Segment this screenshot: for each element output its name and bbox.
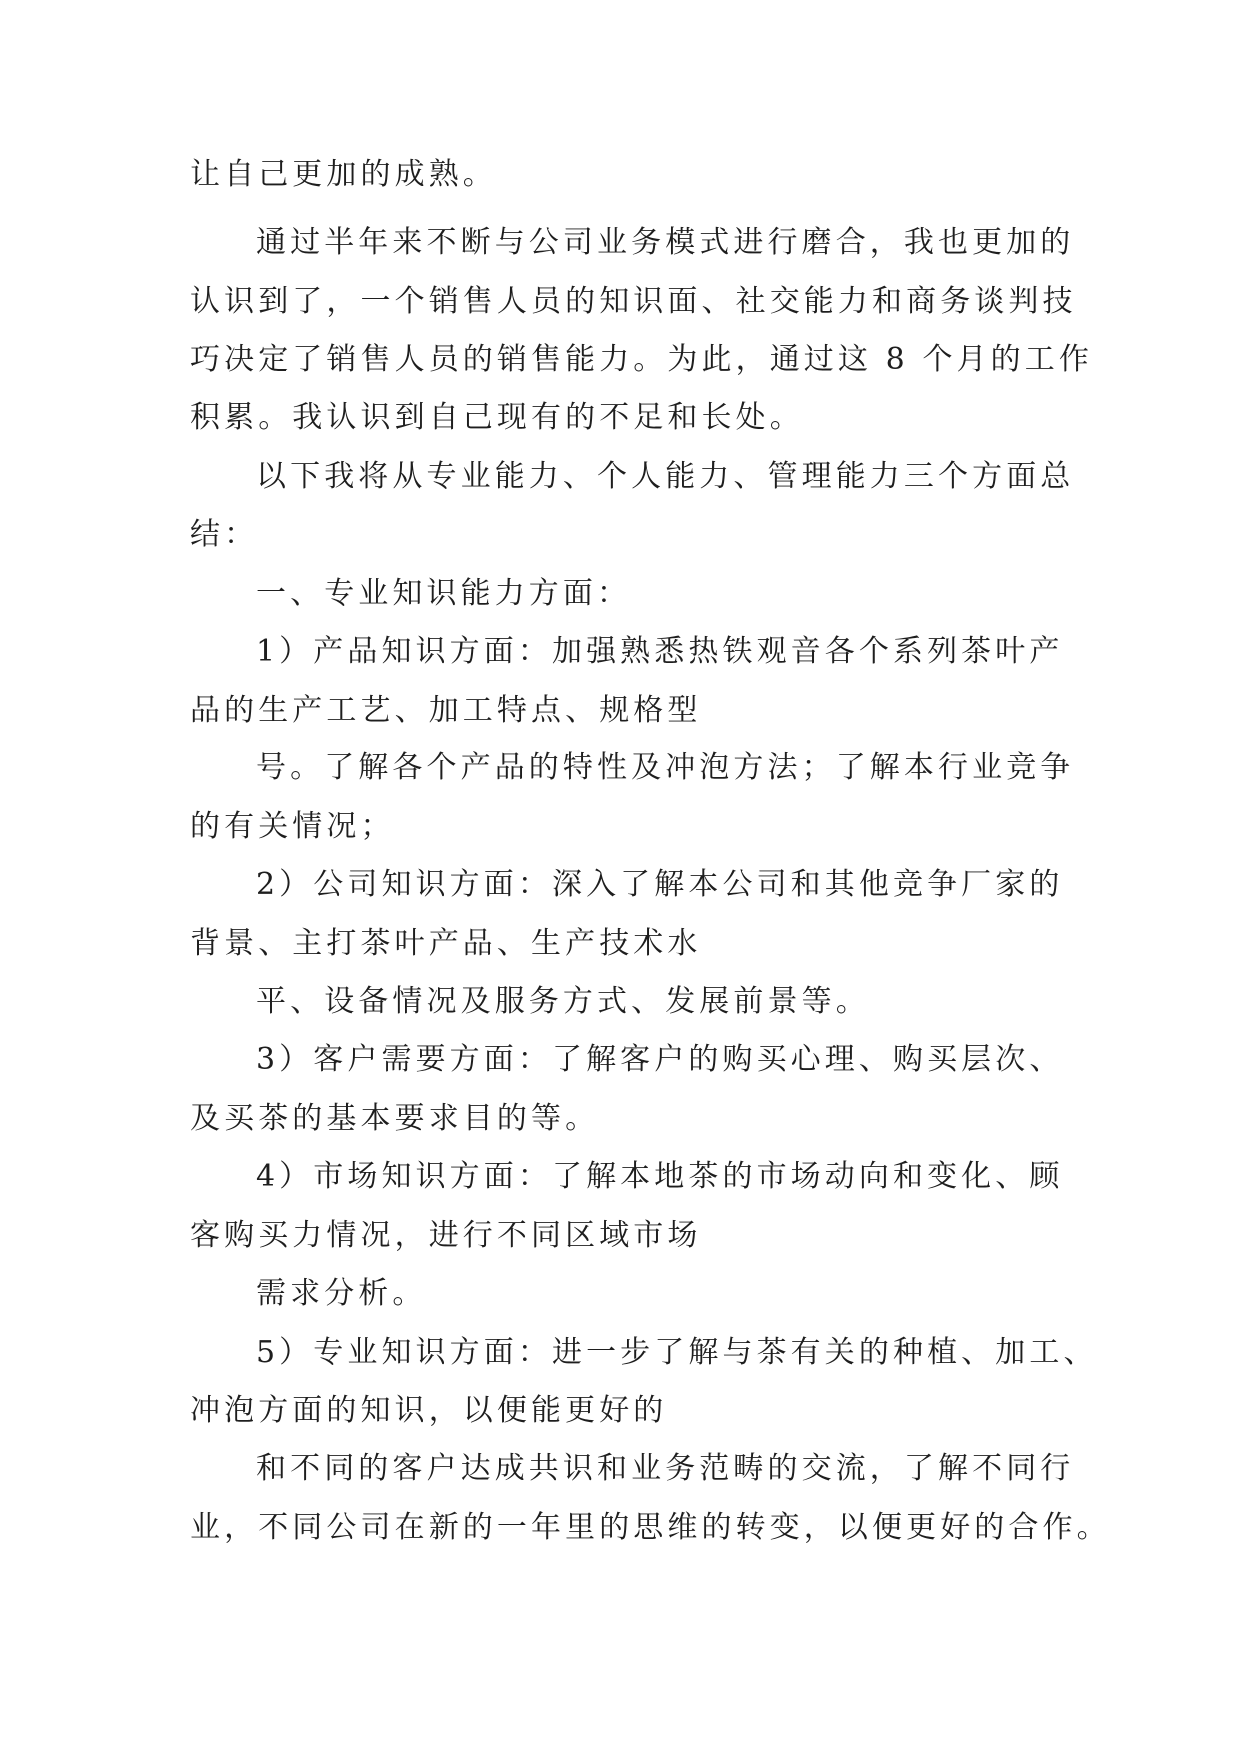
text-line: 背景、主打茶叶产品、生产技术水 xyxy=(190,926,702,961)
text-line: 品的生产工艺、加工特点、规格型 xyxy=(190,693,702,728)
text-line: 客购买力情况，进行不同区域市场 xyxy=(190,1218,702,1253)
text-line: 及买茶的基本要求目的等。 xyxy=(190,1101,600,1136)
text-line: 业，不同公司在新的一年里的思维的转变，以便更好的合作。 xyxy=(190,1510,1111,1545)
text-line: 的有关情况； xyxy=(190,809,395,844)
text-line: 需求分析。 xyxy=(256,1276,427,1311)
section-heading: 一、专业知识能力方面： xyxy=(256,576,632,611)
text-line: 让自己更加的成熟。 xyxy=(190,157,497,192)
text-line: 巧决定了销售人员的销售能力。为此，通过这 8 个月的工作 xyxy=(190,342,1093,377)
text-line: 平、设备情况及服务方式、发展前景等。 xyxy=(256,984,870,1019)
text-line: 冲泡方面的知识，以便能更好的 xyxy=(190,1393,668,1428)
text-line: 结： xyxy=(190,517,259,552)
text-line: 号。了解各个产品的特性及冲泡方法；了解本行业竞争 xyxy=(256,750,1075,785)
list-item-3-line: 3）客户需要方面：了解客户的购买心理、购买层次、 xyxy=(256,1042,1064,1077)
text-line: 和不同的客户达成共识和业务范畴的交流，了解不同行 xyxy=(256,1451,1075,1486)
text-line: 积累。我认识到自己现有的不足和长处。 xyxy=(190,400,804,435)
paragraph-start-line: 以下我将从专业能力、个人能力、管理能力三个方面总 xyxy=(256,459,1075,494)
paragraph-start-line: 通过半年来不断与公司业务模式进行磨合，我也更加的 xyxy=(256,225,1075,260)
list-item-5-line: 5）专业知识方面：进一步了解与茶有关的种植、加工、 xyxy=(256,1335,1098,1370)
list-item-4-line: 4）市场知识方面：了解本地茶的市场动向和变化、顾 xyxy=(256,1159,1064,1194)
list-item-1-line: 1）产品知识方面：加强熟悉热铁观音各个系列茶叶产 xyxy=(256,634,1064,669)
list-item-2-line: 2）公司知识方面：深入了解本公司和其他竞争厂家的 xyxy=(256,867,1064,902)
text-line: 认识到了，一个销售人员的知识面、社交能力和商务谈判技 xyxy=(190,284,1077,319)
